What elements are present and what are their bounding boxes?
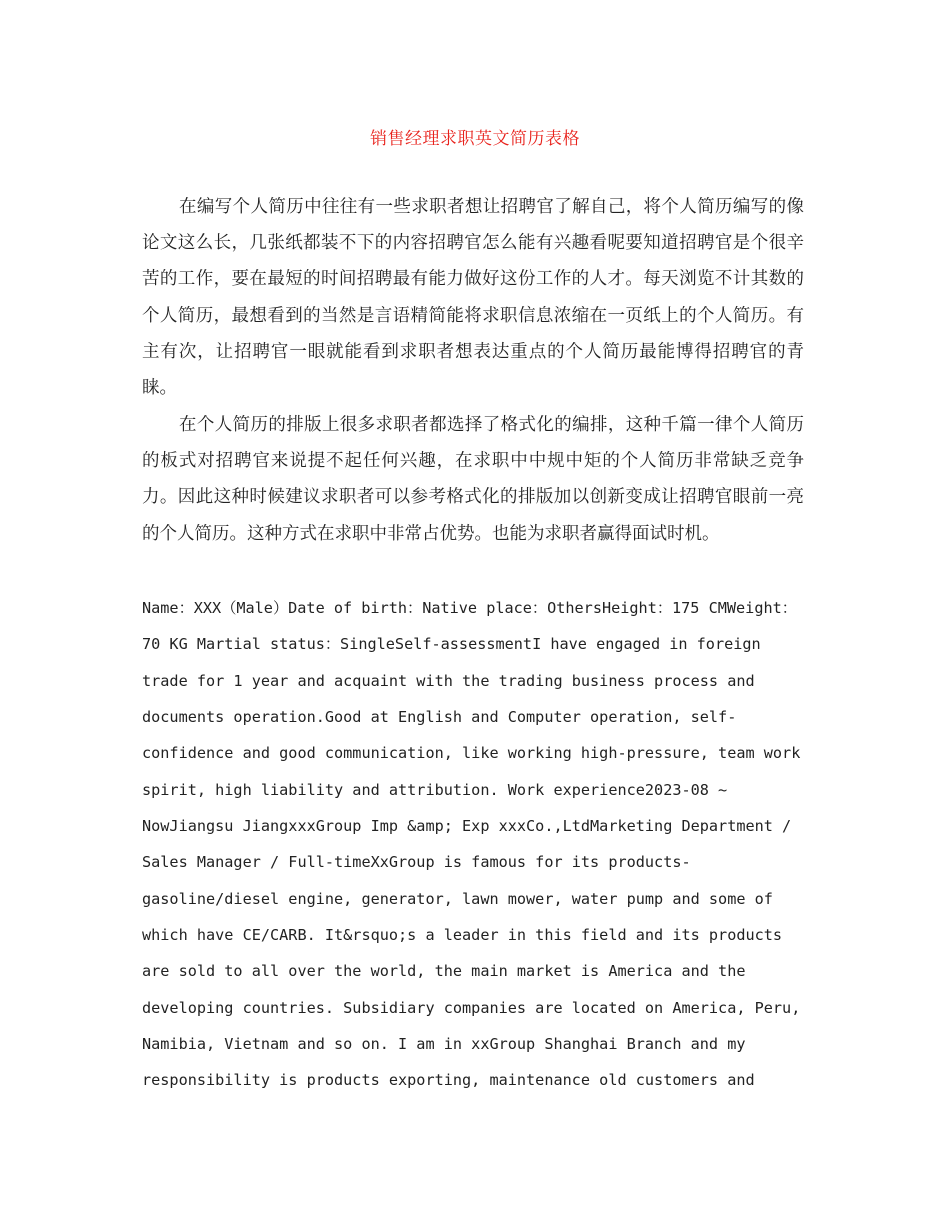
document-title: 销售经理求职英文简历表格 — [370, 129, 580, 149]
intro-paragraph-1: 在编写个人简历中往往有一些求职者想让招聘官了解自己，将个人简历编写的像论文这么长，几张纸都装不下的内容招聘官怎么能有兴趣看呢要知道招聘官是个很辛苦的工作，要在最短的时间招聘最有能力做好这份工作的人才。每天浏览不计其数的个人简历，最想看到的当然是言语精简能将求职信息浓缩在一页纸上的个人简历。有主有次，让招聘官一眼就能看到求职者想表达重点的个人简历最能博得招聘官的青睐。 — [142, 197, 804, 399]
resume-english-text: Name：XXX（Male）Date of birth：Native place：OthersHeight：175 CMWeight：70 KG Martial status：SingleSelf-assessmentI have engaged in foreign trade for 1 year and acquaint with the trading business process and documents operation.Good at English and Computer operation, self-confidence and good communication, like working high-pressure, team work spirit, high liability and attribution. Work experience2023-08 ~ NowJiangsu JiangxxxGroup Imp &amp; Exp xxxCo.,LtdMarketing Department / Sales Manager / Full-timeXxGroup is famous for its products-gasoline/diesel engine, generator, lawn mower, water pump and some of which have CE/CARB. It&rsquo;s a leader in this field and its products are sold to all over the world, the main market is America and the developing countries. Subsidiary companies are located on America, Peru, Namibia, Vietnam and so on. I am in xxGroup Shanghai Branch and my responsibility is products exporting, maintenance old customers and — [142, 599, 801, 1090]
intro-paragraph-2: 在个人简历的排版上很多求职者都选择了格式化的编排，这种千篇一律个人简历的板式对招聘官来说提不起任何兴趣，在求职中中规中矩的个人简历非常缺乏竞争力。因此这种时候建议求职者可以参考格式化的排版加以创新变成让招聘官眼前一亮的个人简历。这种方式在求职中非常占优势。也能为求职者赢得面试时机。 — [142, 415, 804, 544]
